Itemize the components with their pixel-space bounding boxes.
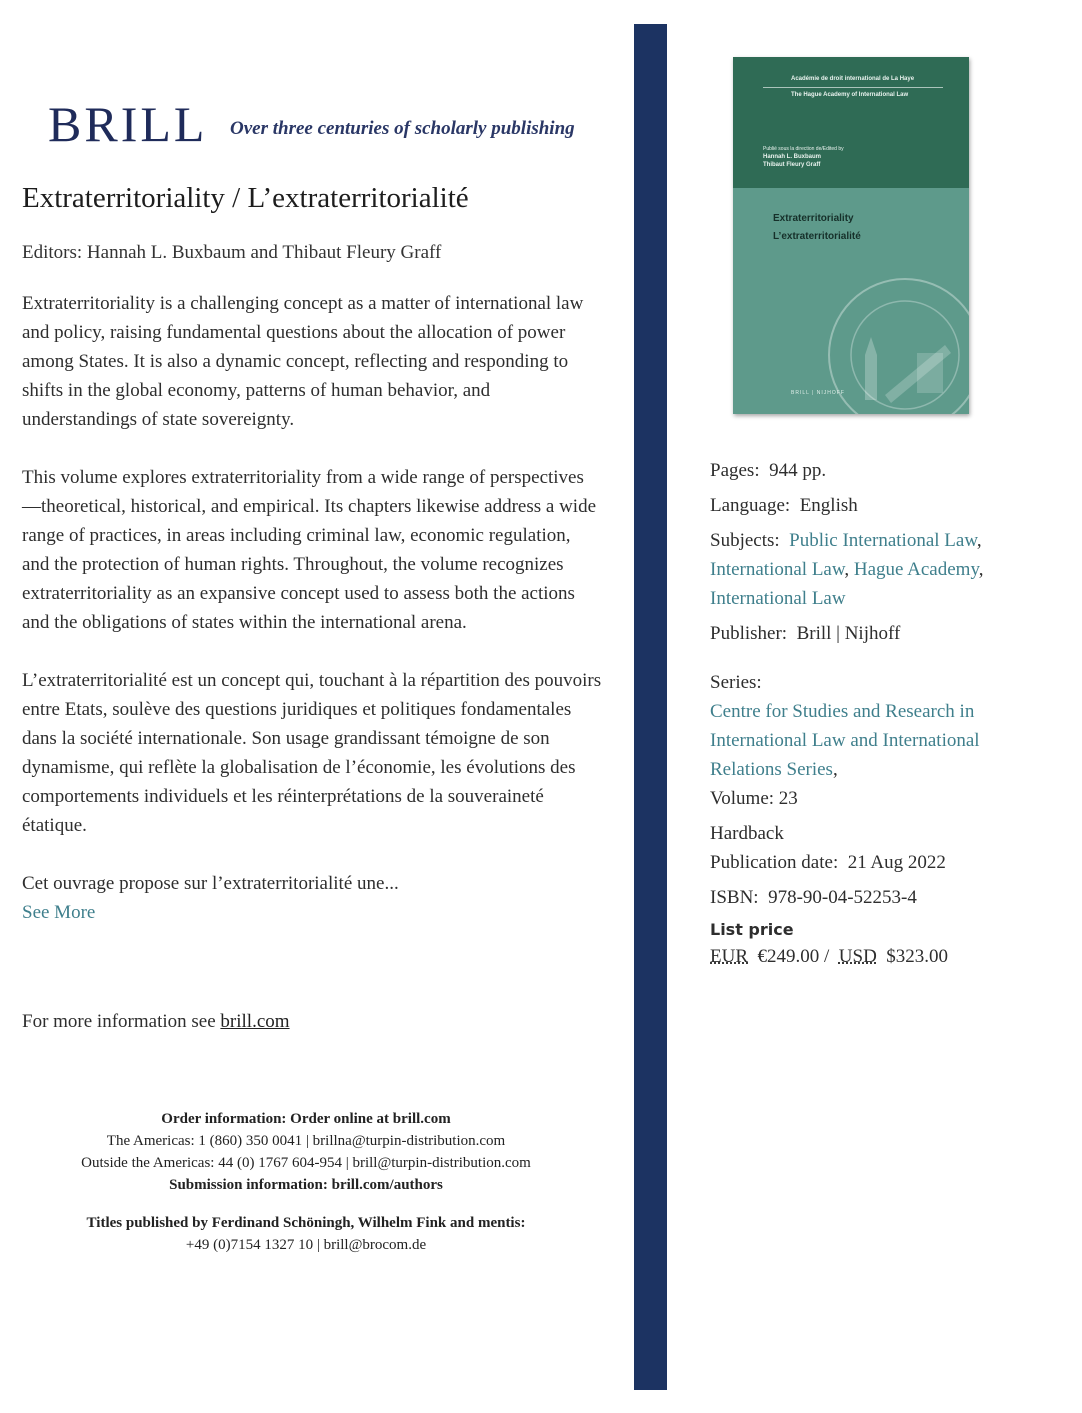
vertical-divider-bar (634, 24, 667, 1390)
publisher-label: Publisher: (710, 623, 788, 644)
subjects-label: Subjects: (710, 530, 780, 551)
language-label: Language: (710, 495, 791, 516)
subject-link[interactable]: Public International Law (789, 530, 977, 551)
cover-editor: Hannah L. Buxbaum (763, 154, 822, 160)
description-paragraph: Cet ouvrage propose sur l’extraterritorialité une... (22, 873, 399, 894)
book-description (22, 289, 602, 927)
academy-seal-icon (825, 275, 969, 414)
description-paragraph: Extraterritoriality is a challenging concept as a matter of international law and policy, raising fundamental questions about the allocation of power among States. It is also a dynamic concept, reflecting and responding to shifts in the global economy, patterns of human behavior, and understandings of state sovereignty. (22, 293, 584, 430)
book-details (710, 456, 995, 971)
language-value: English (799, 495, 858, 516)
subject-link[interactable]: International Law (710, 559, 845, 580)
cover-academy-en: The Hague Academy of International Law (791, 92, 909, 98)
other-titles-contact-line: +49 (0)7154 1327 10 | brill@brocom.de (185, 1237, 427, 1253)
cover-editor: Thibaut Fleury Graff (763, 162, 821, 168)
isbn-label: ISBN: (710, 887, 759, 908)
cover-academy-fr: Académie de droit international de La Haye (791, 76, 915, 82)
format-value: Hardback (710, 823, 784, 844)
eur-price: €249.00 (757, 946, 820, 967)
description-paragraph: This volume explores extraterritoriality from a wide range of perspectives—theoretical, historical, and empirical. Its chapters likewise address a wide range of practices, in areas including criminal law, economic regulation, and the protection of human rights. Throughout, the volume recognizes extraterritoriality as an expansive concept used to assess both the actions and the obligations of states within the international arena. (22, 467, 597, 633)
publisher-value: Brill | Nijhoff (796, 623, 901, 644)
order-information (22, 1108, 590, 1256)
series-volume: Volume: 23 (710, 788, 798, 809)
pages-value: 944 pp. (769, 460, 827, 481)
usd-price: $323.00 (886, 946, 949, 967)
outside-americas-contact-line: Outside the Americas: 44 (0) 1767 604-954 | brill@turpin-distribution.com (81, 1155, 531, 1171)
cover-publisher: BRILL | NIJHOFF (791, 390, 845, 396)
brand-tagline: Over three centuries of scholarly publishing (230, 118, 575, 139)
order-online-line: Order information: Order online at brill.com (161, 1111, 451, 1127)
isbn-value: 978-90-04-52253-4 (768, 887, 917, 908)
usd-label: USD (838, 946, 877, 967)
americas-contact-line: The Americas: 1 (860) 350 0041 | brillna@turpin-distribution.com (106, 1133, 506, 1149)
series-label: Series: (710, 672, 762, 693)
pages-row (710, 456, 995, 485)
publisher-row (710, 619, 995, 648)
isbn-row (710, 883, 995, 912)
other-titles-line: Titles published by Ferdinand Schöningh, Wilhelm Fink and mentis: (86, 1215, 526, 1231)
series-row: Series: Centre for Studies and Research in International Law and International Relations Series, Volume: 23 (710, 668, 995, 813)
book-editors: Editors: Hannah L. Buxbaum and Thibaut Fleury Graff (22, 242, 442, 263)
pages-label: Pages: (710, 460, 760, 481)
format-row (710, 819, 995, 877)
price-row: EUR €249.00 / USD $323.00 (710, 946, 949, 967)
language-row (710, 491, 995, 520)
subjects-row: Subjects: Public International Law, International Law, Hague Academy, International Law (710, 530, 984, 609)
more-info-text: For more information see (22, 1011, 216, 1032)
cover-rule (763, 87, 943, 88)
list-price-label: List price (710, 920, 794, 939)
subject-link[interactable]: Hague Academy (853, 559, 979, 580)
more-info (22, 1008, 290, 1036)
brill-com-link[interactable]: brill.com (220, 1011, 290, 1032)
brill-logo[interactable]: BRILL (48, 96, 208, 152)
book-title: Extraterritoriality / L’extraterritorialité (22, 182, 469, 214)
cover-title-fr: L’extraterritorialité (773, 231, 861, 242)
subject-link[interactable]: International Law (710, 588, 846, 609)
brand-header (48, 96, 608, 152)
series-link[interactable]: Centre for Studies and Research in International Law and International Relations Series (710, 701, 980, 780)
cover-edited-by: Publié sous la direction de/Edited by (763, 146, 844, 152)
eur-label: EUR (710, 946, 748, 967)
submission-info-line: Submission information: brill.com/authors (169, 1177, 443, 1193)
book-cover-image[interactable] (733, 57, 969, 414)
cover-title (773, 210, 861, 246)
pubdate-label: Publication date: (710, 852, 839, 873)
description-paragraph: L’extraterritorialité est un concept qui, touchant à la répartition des pouvoirs entre Etats, soulève des questions juridiques et politiques fondamentales dans la société internationale. Son usage grandissant témoigne de son dynamisme, qui reflète la globalisation de l’économie, les évolutions des comportements individuels et les réinterprétations de la souveraineté étatique. (22, 670, 602, 836)
cover-title-en: Extraterritoriality (773, 213, 854, 224)
pubdate-value: 21 Aug 2022 (847, 852, 946, 873)
see-more-link[interactable]: See More (22, 902, 96, 923)
